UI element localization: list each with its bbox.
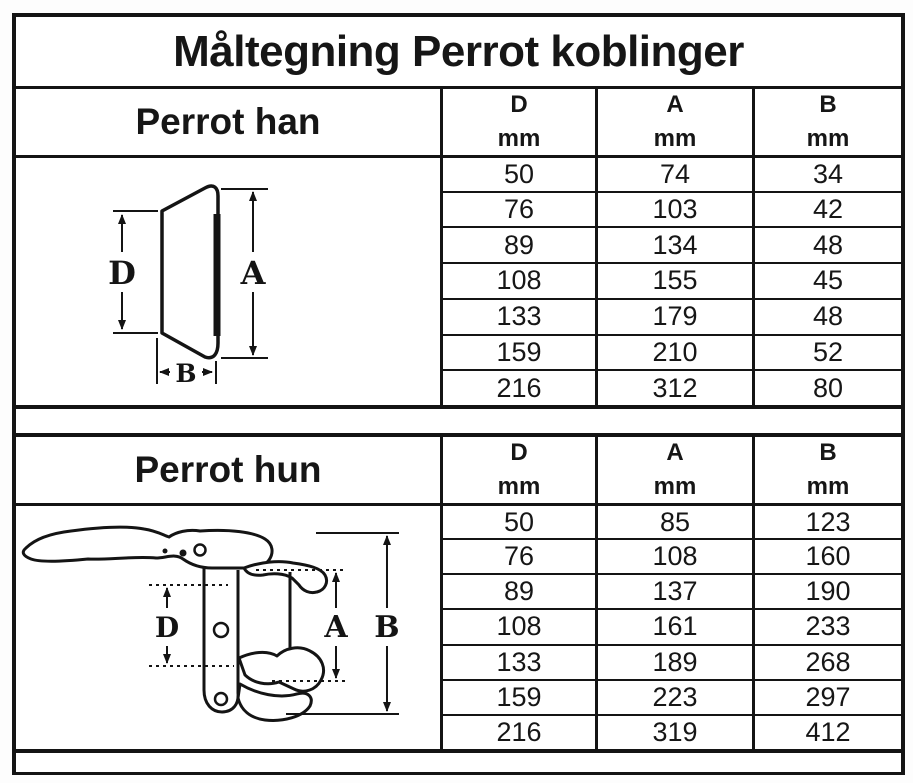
page-title: Måltegning Perrot koblinger (173, 26, 744, 76)
column-name: D (510, 91, 528, 118)
table-cell: 319 (595, 714, 752, 749)
table-cell: 108 (595, 538, 752, 573)
table-cell: 155 (595, 262, 752, 298)
dim-label-d: D (154, 610, 180, 644)
table-cell: 85 (595, 503, 752, 538)
table-cell: 210 (595, 334, 752, 370)
column-header-d (440, 437, 595, 503)
table-cell: 159 (440, 679, 595, 714)
table-section-label: Perrot hun (134, 449, 322, 490)
table-cell: 48 (752, 298, 901, 334)
table-cell: 412 (752, 714, 901, 749)
table-cell: 45 (752, 262, 901, 298)
table-cell: 34 (752, 155, 901, 191)
dim-label-b: B (374, 609, 400, 645)
table-cell: 223 (595, 679, 752, 714)
table-cell: 133 (440, 644, 595, 679)
table-cell: 80 (752, 369, 901, 405)
perrot-male-coupling-drawing (16, 155, 440, 405)
document-frame (12, 13, 905, 775)
column-header-b (752, 437, 901, 503)
table-cell: 108 (440, 608, 595, 643)
column-header-d (440, 89, 595, 155)
table-cell: 50 (440, 503, 595, 538)
table-cell: 103 (595, 191, 752, 227)
dim-label-b: B (175, 359, 197, 388)
handle-rivet-small (163, 548, 168, 553)
table-cell: 297 (752, 679, 901, 714)
table-cell: 76 (440, 191, 595, 227)
table-cell: 190 (752, 573, 901, 608)
bottom-hook (239, 648, 324, 691)
table-cell: 133 (440, 298, 595, 334)
table-cell: 189 (595, 644, 752, 679)
column-header-a (595, 89, 752, 155)
table-cell: 50 (440, 155, 595, 191)
handle-pivot-hole (195, 544, 206, 555)
table-cell: 160 (752, 538, 901, 573)
column-name: D (510, 439, 528, 466)
dim-label-d: D (108, 254, 136, 292)
dim-label-a: A (240, 254, 266, 292)
document-title-row (16, 17, 901, 89)
table-cell: 233 (752, 608, 901, 643)
table-cell: 76 (440, 538, 595, 573)
table-cell: 312 (595, 369, 752, 405)
column-header-a (595, 437, 752, 503)
column-name: A (666, 91, 684, 118)
table-perrot-han (16, 89, 901, 405)
column-name: A (666, 439, 684, 466)
top-hook (244, 562, 327, 593)
table-cell: 74 (595, 155, 752, 191)
table-cell: 89 (440, 226, 595, 262)
table-cell: 268 (752, 644, 901, 679)
spacer-row (16, 405, 901, 437)
table-perrot-hun (16, 437, 901, 749)
table-cell: 52 (752, 334, 901, 370)
table-cell: 159 (440, 334, 595, 370)
male-coupling-diagram (16, 158, 440, 405)
column-unit: mm (497, 124, 541, 152)
table-cell: 108 (440, 262, 595, 298)
coupling-socket (204, 568, 238, 712)
female-coupling-diagram (16, 506, 440, 749)
column-unit: mm (806, 124, 850, 152)
column-name: B (819, 91, 837, 118)
column-unit: mm (653, 124, 697, 152)
column-name: B (819, 439, 837, 466)
table-cell: 134 (595, 226, 752, 262)
table-cell: 216 (440, 714, 595, 749)
table-cell: 48 (752, 226, 901, 262)
bottom-pivot-hole (215, 693, 227, 705)
perrot-female-coupling-drawing (16, 503, 440, 749)
dim-label-a: A (324, 609, 348, 645)
table-cell: 123 (752, 503, 901, 538)
table-cell: 42 (752, 191, 901, 227)
lever-handle (23, 527, 272, 568)
handle-rivet (180, 549, 187, 556)
table-cell: 161 (595, 608, 752, 643)
table-section-label: Perrot han (135, 101, 321, 142)
table-cell: 137 (595, 573, 752, 608)
column-header-b (752, 89, 901, 155)
table-cell: 216 (440, 369, 595, 405)
male-coupling-body (162, 186, 218, 358)
column-unit: mm (806, 472, 850, 500)
column-unit: mm (653, 472, 697, 500)
column-unit: mm (497, 472, 541, 500)
bottom-margin (16, 749, 901, 772)
table-cell: 179 (595, 298, 752, 334)
body-hole (214, 623, 228, 637)
table-cell: 89 (440, 573, 595, 608)
